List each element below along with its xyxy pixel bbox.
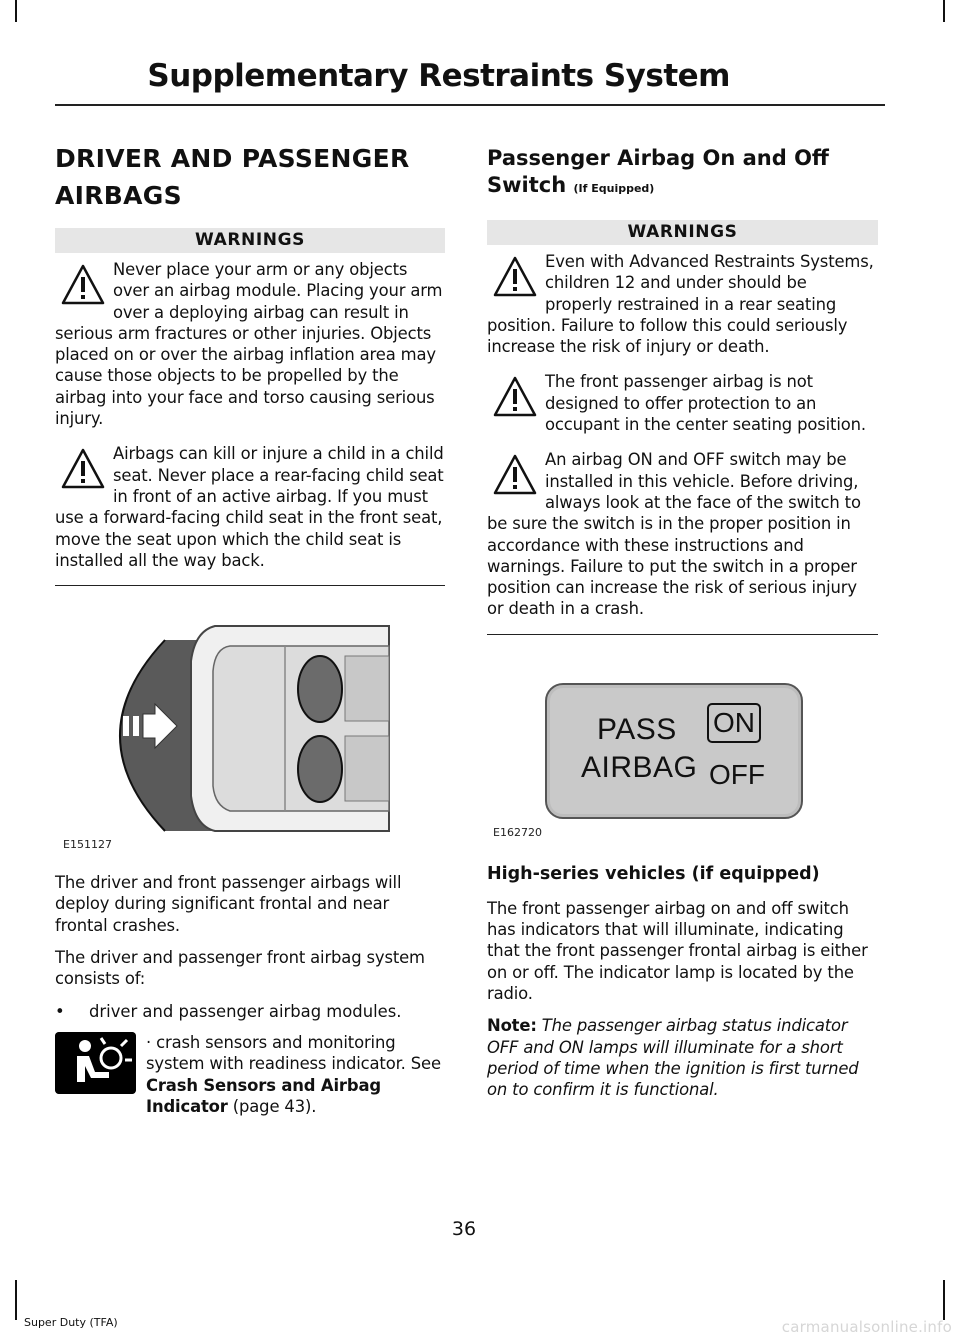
warning-item: [55, 259, 445, 429]
warnings-bar: WARNINGS: [487, 220, 878, 245]
switch-label-pass: PASS: [597, 712, 677, 746]
warning-item: [487, 371, 878, 435]
paragraph: The driver and front passenger airbags will deploy during significant frontal and near frontal crashes.: [55, 873, 402, 935]
warning-item: [55, 443, 445, 571]
page-header-title: Supplementary Restraints System: [147, 58, 730, 94]
crash-sensor-link[interactable]: Crash Sensors and Airbag Indicator: [146, 1075, 381, 1116]
bullet-mark: •: [55, 1001, 65, 1021]
note-text: The passenger airbag status indicator OFF and ON lamps will illuminate for a short period of time when the ignition is first turned on to confirm it is functional.: [487, 1016, 859, 1100]
paragraph: The driver and passenger front airbag system consists of:: [55, 948, 425, 989]
crop-mark: [15, 1280, 17, 1320]
warning-text: Airbags can kill or injure a child in a child seat. Never place a rear-facing child seat in front of an active airbag. If you must use a forward-facing child seat in the front seat, move the seat upon which the child seat is installed all the way back.: [55, 444, 444, 570]
airbag-switch-panel: [545, 683, 803, 819]
warning-triangle-icon: [61, 447, 105, 491]
crop-mark: [15, 0, 17, 22]
warnings-bar: WARNINGS: [55, 228, 445, 253]
crash-sensor-paragraph: [55, 1032, 445, 1117]
airbag-deployment-figure: [55, 586, 445, 854]
section-heading: DRIVER AND PASSENGER AIRBAGS: [55, 144, 410, 210]
warning-text: An airbag ON and OFF switch may be installed in this vehicle. Before driving, always look at the face of the switch to be sure the switch is in the proper position in accordance with these instructions and warnings. Failure to put the switch in a proper position can increase the risk of serious injury or death in a crash.: [487, 450, 861, 619]
warning-item: [487, 449, 878, 619]
section-heading-text: Passenger Airbag On and Off Switch: [487, 146, 829, 197]
warning-triangle-icon: [493, 453, 537, 497]
section-heading: [487, 145, 878, 202]
note-paragraph: [487, 1015, 878, 1100]
header-rule: [55, 104, 885, 106]
watermark: carmanualsonline.info: [781, 1318, 952, 1336]
list-item: [55, 1001, 445, 1022]
vehicle-airbag-illustration: [55, 586, 445, 854]
crash-sensor-page: (page 43).: [227, 1096, 317, 1116]
crash-sensor-text: · crash sensors and monitoring system with readiness indicator. See: [146, 1032, 441, 1074]
left-column: [55, 140, 445, 1128]
footer-text: Super Duty (TFA): [24, 1316, 118, 1329]
note-label: Note:: [487, 1016, 537, 1036]
switch-off-indicator: OFF: [709, 758, 765, 790]
page-number: 36: [451, 1218, 477, 1240]
warning-text: Never place your arm or any objects over an airbag module. Placing your arm over a deploying airbag can result in serious arm fractures or other injuries. Objects placed on or over the airbag inflation area may cause those objects to be propelled by the airbag into your face and torso causing serious injury.: [55, 260, 443, 429]
warning-text: Even with Advanced Restraints Systems, children 12 and under should be properly restrained in a rear seating position. Failure to follow this could seriously increase the risk of injury or death.: [487, 252, 874, 357]
warning-triangle-icon: [61, 263, 105, 307]
crop-mark: [943, 1280, 945, 1320]
switch-on-indicator: ON: [707, 703, 761, 743]
airbag-switch-figure: [487, 635, 878, 845]
paragraph: The front passenger airbag on and off switch has indicators that will illuminate, indicating that the front passenger frontal airbag is either on or off. The indicator lamp is located by the radio.: [487, 898, 868, 1003]
figure-code: E162720: [493, 825, 542, 839]
airbag-warning-icon: [55, 1032, 136, 1094]
crop-mark: [943, 0, 945, 22]
warning-text: The front passenger airbag is not designed to offer protection to an occupant in the center seating position.: [545, 372, 866, 435]
warning-triangle-icon: [493, 375, 537, 419]
subheading: High-series vehicles (if equipped): [487, 863, 820, 884]
right-column: [487, 140, 878, 1111]
warning-triangle-icon: [493, 255, 537, 299]
list-item-text: driver and passenger airbag modules.: [89, 1001, 402, 1021]
switch-label-airbag: AIRBAG: [581, 750, 698, 784]
warning-item: [487, 251, 878, 357]
figure-code: E151127: [63, 838, 112, 852]
section-heading-suffix: (If Equipped): [573, 182, 655, 195]
